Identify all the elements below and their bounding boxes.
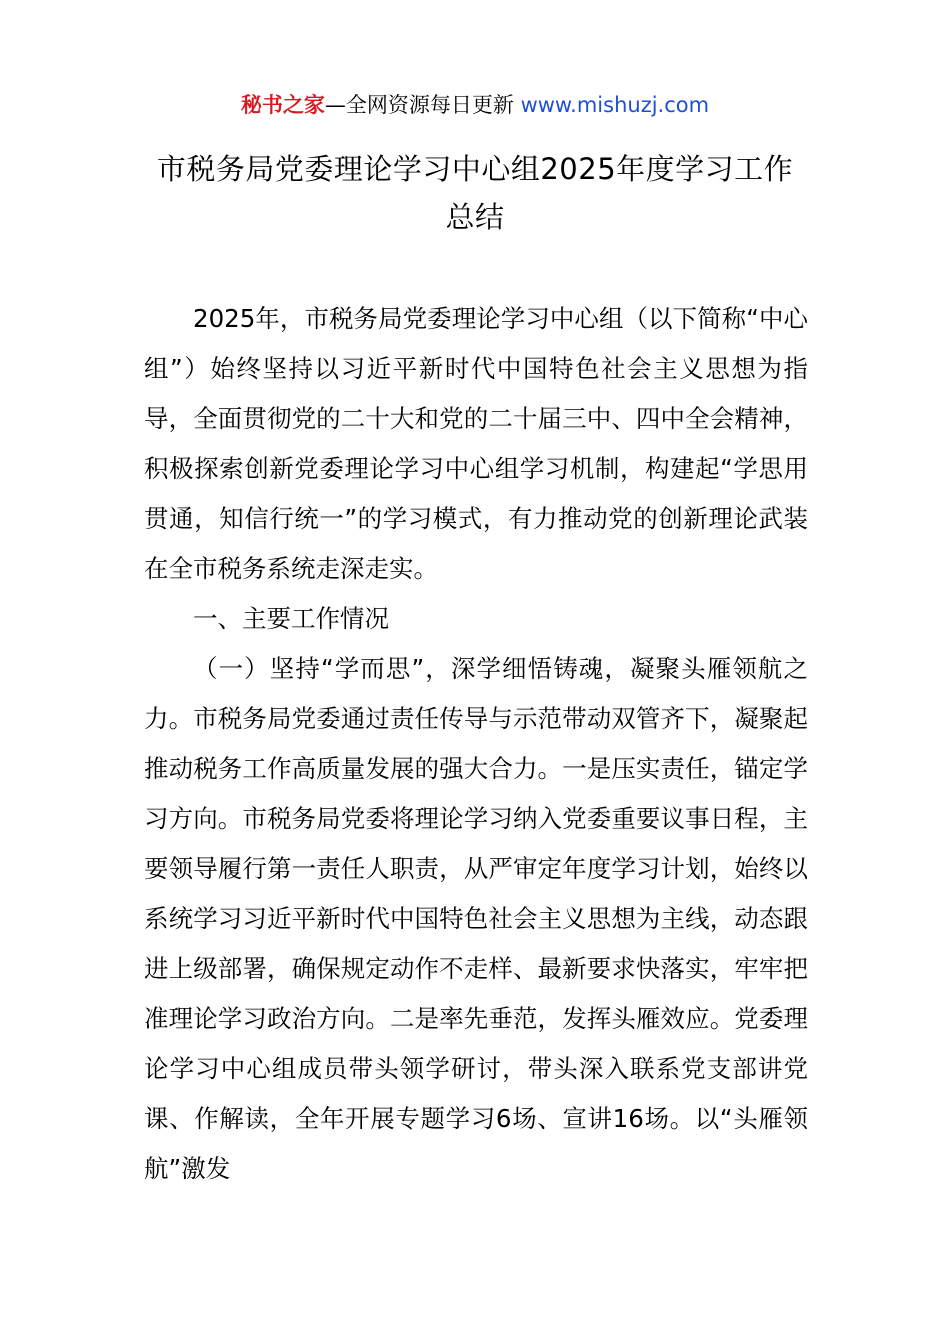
- subsection-paragraph: （一）坚持“学而思”，深学细悟铸魂，凝聚头雁领航之力。市税务局党委通过责任传导与示范带动双管齐下，凝聚起推动税务工作高质量发展的强大合力。一是压实责任，锚定学习方向。市税务局党委将理论学习纳入党委重要议事日程，主要领导履行第一责任人职责，从严审定年度学习计划，始终以系统学习习近平新时代中国特色社会主义思想为主线，动态跟进上级部署，确保规定动作不走样、最新要求快落实，牢牢把准理论学习政治方向。二是率先垂范，发挥头雁效应。党委理论学习中心组成员带头领学研讨，带头深入联系党支部讲党课、作解读，全年开展专题学习6场、宣讲16场。以“头雁领航”激发: [144, 654, 808, 1183]
- document-body: [144, 294, 808, 1194]
- section-heading: 一、主要工作情况: [193, 604, 389, 633]
- intro-paragraph: 2025年，市税务局党委理论学习中心组（以下简称“中心组”）始终坚持以习近平新时代中国特色社会主义思想为指导，全面贯彻党的二十大和党的二十届三中、四中全会精神，积极探索创新党委理论学习中心组学习机制，构建起“学思用贯通，知信行统一”的学习模式，有力推动党的创新理论武装在全市税务系统走深走实。: [144, 304, 808, 583]
- site-tagline: —全网资源每日更新: [324, 93, 521, 117]
- site-brand: 秘书之家: [240, 93, 325, 117]
- document-title: 市税务局党委理论学习中心组2025年度学习工作总结: [156, 152, 794, 234]
- site-header: [0, 90, 950, 120]
- site-url-link[interactable]: www.mishuzj.com: [520, 93, 710, 117]
